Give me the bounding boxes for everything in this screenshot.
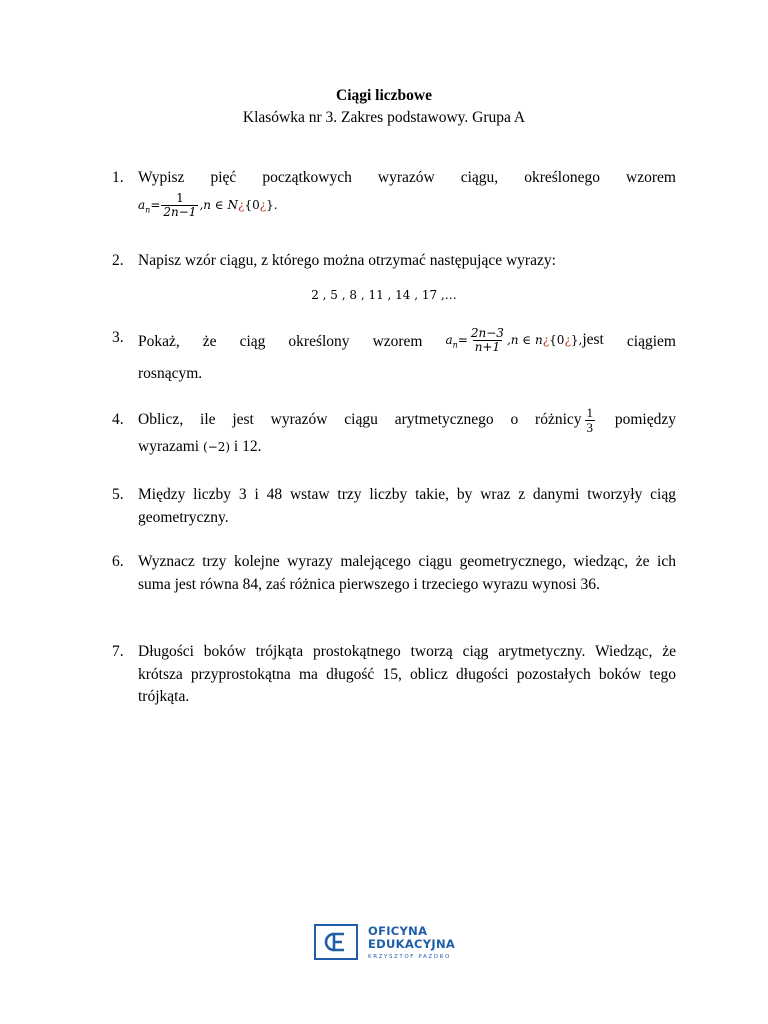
word: jest bbox=[582, 331, 604, 348]
task-number: 1. bbox=[112, 169, 124, 186]
word: Oblicz, bbox=[138, 411, 184, 429]
word: określony bbox=[288, 332, 350, 350]
word: wyrazów bbox=[270, 411, 328, 429]
word: wyrazami bbox=[138, 438, 200, 455]
task-2 bbox=[112, 250, 676, 273]
word: wyrazów bbox=[377, 169, 435, 186]
logo-mark-icon bbox=[314, 924, 358, 960]
word: ciągu, bbox=[460, 169, 499, 186]
task-number: 3. bbox=[112, 329, 124, 346]
word: Wypisz bbox=[138, 169, 185, 186]
word: jest bbox=[232, 411, 254, 429]
publisher-logo bbox=[314, 921, 464, 967]
task-number: 5. bbox=[112, 486, 124, 503]
task-number: 4. bbox=[112, 411, 124, 428]
task-number: 7. bbox=[112, 643, 124, 660]
task-5-text: Między liczby 3 i 48 wstaw trzy liczby takie, by wraz z danymi tworzyły ciąg geometryczny. bbox=[138, 486, 676, 526]
formula-end: }. bbox=[266, 197, 278, 212]
word: pomiędzy bbox=[614, 411, 676, 429]
word: arytmetycznego bbox=[394, 411, 494, 429]
task-4-line-1 bbox=[138, 406, 676, 435]
formula-tail: ,n ∈ n bbox=[506, 333, 543, 347]
task-number: 2. bbox=[112, 252, 124, 269]
task-1-formula bbox=[138, 192, 676, 222]
word: określonego bbox=[524, 169, 600, 186]
task-3 bbox=[112, 327, 676, 385]
task-6-text: Wyznacz trzy kolejne wyrazy malejącego ciągu geometrycznego, wiedząc, że ich suma jest równa 84, zaś różnica pierwszego i trzeciego wyrazu wynosi 36. bbox=[138, 553, 676, 593]
page-title: Ciągi liczbowe bbox=[336, 87, 432, 104]
fraction-numerator: 1 bbox=[176, 190, 184, 205]
fraction-numerator: 1 bbox=[586, 405, 594, 420]
fraction-denominator: n+1 bbox=[474, 340, 501, 354]
logo-text-line-3: KRZYSZTOF PAZDRO bbox=[368, 954, 451, 960]
task-3-line-2: rosnącym. bbox=[138, 364, 203, 382]
fraction-denominator: 3 bbox=[586, 420, 594, 435]
task-7 bbox=[112, 641, 676, 709]
formula-tail: ,n ∈ N bbox=[199, 197, 238, 212]
fraction-denominator: 2n−1 bbox=[163, 204, 197, 219]
word: że bbox=[202, 332, 217, 350]
word: różnicy bbox=[535, 411, 582, 429]
task-1 bbox=[112, 167, 676, 221]
formula-set: {0 bbox=[549, 333, 565, 347]
formula-set: {0 bbox=[244, 197, 260, 212]
word: ciągu bbox=[344, 411, 378, 429]
logo-text-line-2: EDUKACYJNA bbox=[368, 937, 456, 951]
word: ciągiem bbox=[626, 332, 676, 350]
formula-eq: = bbox=[457, 333, 468, 347]
logo-text-line-1: OFICYNA bbox=[368, 924, 428, 938]
formula-glyph: ¿ bbox=[259, 197, 267, 212]
formula-glyph: ¿ bbox=[564, 333, 571, 347]
word: i 12. bbox=[233, 438, 262, 455]
formula-sub: n bbox=[145, 204, 151, 214]
word: ciąg bbox=[239, 332, 266, 350]
word: pięć bbox=[210, 169, 237, 186]
formula-a: a bbox=[138, 197, 146, 212]
formula-eq: = bbox=[150, 197, 161, 212]
formula-glyph: ¿ bbox=[238, 197, 245, 212]
task-4 bbox=[112, 406, 676, 459]
fraction bbox=[469, 327, 506, 354]
task-6 bbox=[112, 551, 676, 596]
formula-end: }, bbox=[570, 333, 583, 347]
task-7-text: Długości boków trójkąta prostokątnego tworzą ciąg arytmetyczny. Wiedząc, że krótsza przyprostokątna ma długość 15, oblicz długości pozostałych boków tego trójkąta. bbox=[138, 643, 676, 705]
task-2-text: Napisz wzór ciągu, z którego można otrzymać następujące wyrazy: bbox=[138, 252, 556, 269]
fraction bbox=[161, 192, 198, 219]
task-number: 6. bbox=[112, 553, 124, 570]
task-1-line-1 bbox=[138, 167, 676, 190]
task-2-sequence: 2 , 5 , 8 , 11 , 14 , 17 ,… bbox=[311, 288, 457, 302]
word-group bbox=[535, 406, 598, 435]
task-4-line-2 bbox=[138, 436, 676, 459]
fraction-numerator: 2n−3 bbox=[470, 326, 504, 340]
word: ile bbox=[200, 411, 216, 429]
page-subtitle: Klasówka nr 3. Zakres podstawowy. Grupa A bbox=[242, 109, 526, 126]
formula-glyph: ¿ bbox=[542, 333, 550, 347]
task-3-line-1 bbox=[138, 327, 676, 357]
word: wzorem bbox=[372, 332, 423, 350]
word: Pokaż, bbox=[138, 332, 180, 350]
task-5 bbox=[112, 484, 676, 529]
word: początkowych bbox=[262, 169, 352, 186]
word: wzorem bbox=[626, 169, 676, 186]
formula-value: (−2) bbox=[202, 440, 231, 454]
task-3-formula bbox=[446, 327, 604, 357]
formula-sub: n bbox=[452, 340, 458, 350]
word: o bbox=[510, 411, 519, 429]
formula-a: a bbox=[445, 333, 453, 347]
fraction bbox=[585, 406, 596, 435]
